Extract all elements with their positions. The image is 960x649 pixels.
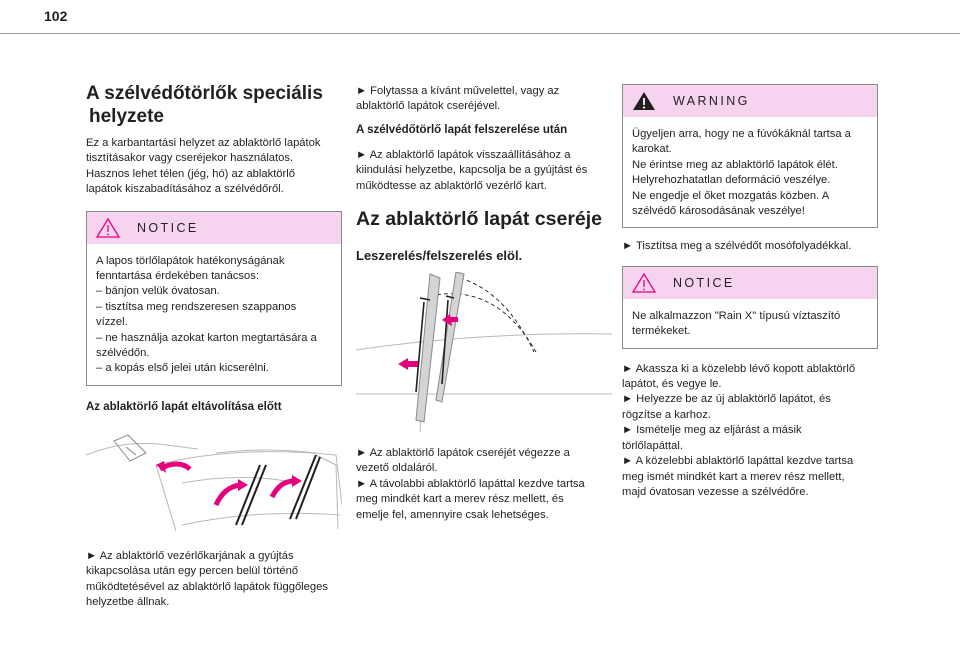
- final-line: ► Helyezze be az új ablaktörlő lapátot, és: [622, 393, 831, 406]
- warning-box: [622, 84, 878, 228]
- clean-windscreen-step: ► Tisztítsa meg a szélvédőt mosófolyadékkal.: [622, 240, 852, 253]
- reset-line: kiindulási helyzetbe, kapcsolja be a gyújtást és: [356, 164, 588, 177]
- final-line: törlőlapáttal.: [622, 439, 683, 452]
- final-line: ► A közelebbi ablaktörlő lapáttal kezdve tartsa: [622, 455, 854, 468]
- wiper-blade-illustration: [356, 272, 612, 432]
- caution-triangle-icon: [631, 272, 657, 294]
- notice-line: fenntartása érdekében tanácsos:: [96, 270, 259, 283]
- column-3: [622, 84, 878, 500]
- step-line: kikapcsolása után egy percen belül történő: [86, 565, 299, 578]
- notice-line: szélvédőn.: [96, 347, 150, 360]
- step-line: helyzetbe állnak.: [86, 596, 170, 609]
- notice-line: – tisztítsa meg rendszeresen szappanos: [96, 300, 297, 313]
- warning-label: WARNING: [673, 94, 750, 108]
- warning-body: [623, 117, 877, 227]
- notice-line: – ne használja azokat karton megtartására a: [96, 331, 317, 344]
- replacement-line: emelje fel, amennyire csak lehetséges.: [356, 508, 549, 521]
- notice-header: [87, 212, 341, 244]
- wiper-control-illustration: [86, 425, 342, 531]
- section-heading-front: Leszerelés/felszerelés elöl.: [356, 248, 523, 264]
- notice-text-2: [632, 309, 868, 340]
- step-line: működtetésével az ablaktörlő lapátok függőleges: [86, 580, 328, 593]
- notice-box: [86, 211, 342, 386]
- replacement-steps: [356, 446, 612, 523]
- section-title-special-position: [86, 82, 342, 128]
- warning-line: Ne engedje el őket mozgatás közben. A: [632, 189, 830, 202]
- reset-line: ► Az ablaktörlő lapátok visszaállításához a: [356, 148, 571, 161]
- notice-body-2: [623, 299, 877, 348]
- warning-line: Helyrehozhatatlan deformáció veszélye.: [632, 174, 831, 187]
- intro-paragraph: [86, 136, 342, 198]
- step-line: ► Az ablaktörlő vezérlőkarjának a gyújtás: [86, 549, 294, 562]
- final-line: ► Akassza ki a közelebb lévő kopott ablaktörlő: [622, 362, 856, 375]
- notice-body: [87, 244, 341, 385]
- warning-line: Ügyeljen arra, hogy ne a fúvókáknál tartsa a: [632, 128, 851, 140]
- final-line: ► Ismételje meg az eljárást a másik: [622, 424, 802, 437]
- intro-line: lapátok kiszabadításához a szélvédőről.: [86, 183, 284, 196]
- notice-box-2: [622, 266, 878, 349]
- column-1: [86, 82, 342, 611]
- replacement-line: ► A távolabbi ablaktörlő lapáttal kezdve tartsa: [356, 477, 585, 490]
- subheading-before-removal: Az ablaktörlő lapát eltávolítása előtt: [86, 400, 282, 413]
- intro-line: Ez a karbantartási helyzet az ablaktörlő lapátok: [86, 137, 321, 149]
- caution-triangle-icon: [95, 217, 121, 239]
- notice-line: – bánjon velük óvatosan.: [96, 285, 220, 298]
- final-line: lapátot, és vegye le.: [622, 378, 722, 391]
- notice-line: Ne alkalmazzon "Rain X" típusú víztaszító: [632, 309, 841, 322]
- section-title-blade-replacement: Az ablaktörlő lapát cseréje: [356, 208, 603, 231]
- notice-line: termékeket.: [632, 325, 691, 338]
- subheading-after-install: A szélvédőtörlő lapát felszerelése után: [356, 123, 568, 136]
- notice-label: NOTICE: [137, 220, 199, 235]
- replacement-line: ► Az ablaktörlő lapátok cseréjét végezze a: [356, 447, 570, 460]
- page-number: 102: [44, 8, 68, 24]
- notice-line: – a kopás első jelei után kicserélni.: [96, 362, 269, 375]
- final-steps: [622, 362, 878, 501]
- warning-line: Ne érintse meg az ablaktörlő lapátok élét.: [632, 158, 838, 171]
- warning-triangle-icon: [631, 90, 657, 112]
- replacement-line: vezető oldaláról.: [356, 462, 438, 475]
- final-line: rögzítse a karhoz.: [622, 408, 711, 421]
- notice-text: [96, 254, 332, 377]
- continue-paragraph: [356, 84, 612, 115]
- notice-line: A lapos törlőlapátok hatékonyságának: [96, 254, 285, 267]
- notice-header-2: [623, 267, 877, 299]
- warning-header: [623, 85, 877, 117]
- title-line-2: helyzete: [89, 106, 164, 127]
- top-rule: [0, 33, 960, 34]
- continue-line: ► Folytassa a kívánt művelettel, vagy az: [356, 85, 560, 97]
- final-line: majd óvatosan vezesse a szélvédőre.: [622, 485, 809, 498]
- warning-text: [632, 127, 868, 219]
- step-paragraph: [86, 549, 342, 611]
- continue-line: ablaktörlő lapátok cseréjével.: [356, 100, 501, 113]
- replacement-line: meg mindkét kart a merev rész mellett, és: [356, 493, 564, 506]
- column-2: [356, 84, 612, 523]
- reset-line: működtesse az ablaktörlő vezérlő kart.: [356, 179, 547, 192]
- warning-line: szélvédő károsodásának veszélye!: [632, 205, 805, 218]
- notice-label-2: NOTICE: [673, 275, 735, 290]
- intro-line: tisztításakor vagy cseréjekor használatos.: [86, 152, 294, 165]
- notice-line: vízzel.: [96, 316, 128, 329]
- final-line: meg ismét mindkét kart a merev rész mellett,: [622, 470, 845, 483]
- title-line-1: A szélvédőtörlők speciális: [86, 83, 323, 104]
- intro-line: Hasznos lehet télen (jég, hó) az ablaktörlő: [86, 167, 295, 180]
- warning-line: karokat.: [632, 143, 672, 156]
- reset-paragraph: [356, 148, 612, 194]
